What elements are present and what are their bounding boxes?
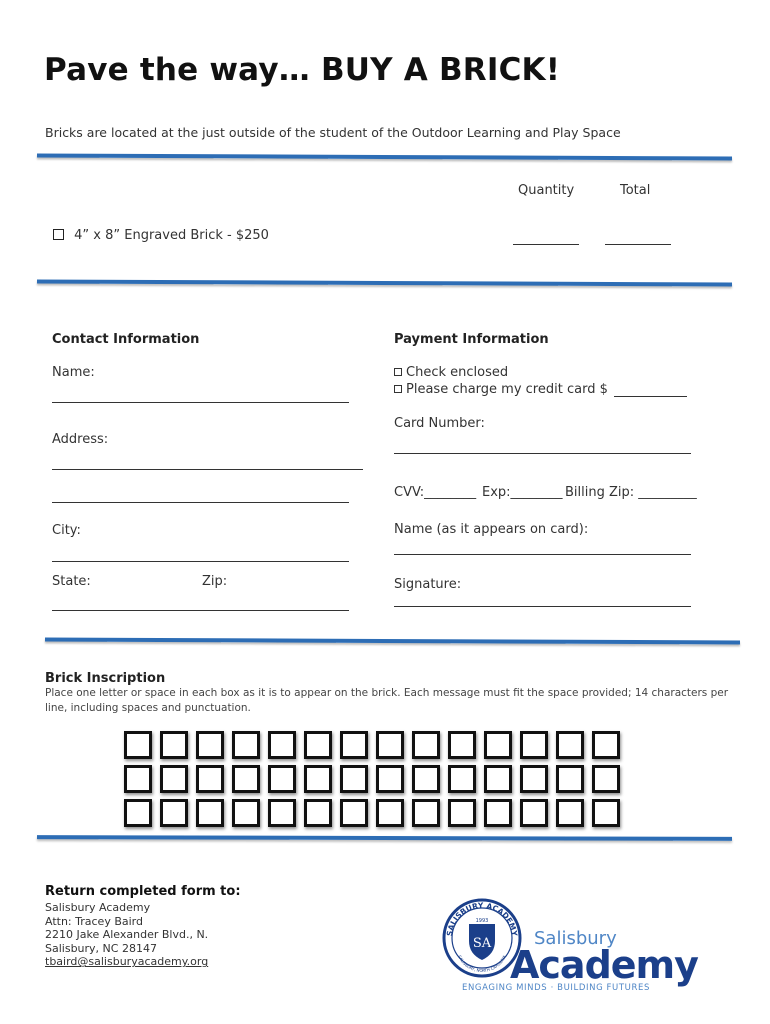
divider bbox=[45, 637, 740, 644]
charge-amount-field[interactable] bbox=[614, 396, 687, 397]
city-field[interactable] bbox=[52, 561, 349, 562]
charge-option bbox=[394, 382, 608, 397]
inscription-char-box[interactable] bbox=[376, 731, 404, 759]
inscription-char-box[interactable] bbox=[484, 731, 512, 759]
address-field-1[interactable] bbox=[52, 469, 363, 470]
page-subtitle: Bricks are located at the just outside of the student of the Outdoor Learning and Play Space bbox=[45, 125, 621, 140]
inscription-char-box[interactable] bbox=[376, 799, 404, 827]
check-enclosed-label: Check enclosed bbox=[406, 365, 509, 380]
inscription-char-box[interactable] bbox=[556, 799, 584, 827]
seal-text: SALISBURY ACADEMY bbox=[444, 900, 520, 937]
inscription-char-box[interactable] bbox=[160, 765, 188, 793]
inscription-char-box[interactable] bbox=[520, 765, 548, 793]
return-heading: Return completed form to: bbox=[45, 884, 241, 899]
name-on-card-label: Name (as it appears on card): bbox=[394, 522, 589, 537]
inscription-char-box[interactable] bbox=[232, 731, 260, 759]
inscription-char-box[interactable] bbox=[304, 765, 332, 793]
cvv-field[interactable]: CVV:________ bbox=[394, 485, 477, 500]
seal-year: 1993 bbox=[475, 918, 489, 924]
brick-item-row bbox=[53, 228, 269, 243]
brick-item-label: 4” x 8” Engraved Brick - $250 bbox=[74, 228, 269, 243]
state-label: State: bbox=[52, 574, 91, 589]
quantity-header: Quantity bbox=[518, 183, 575, 198]
inscription-char-box[interactable] bbox=[268, 731, 296, 759]
total-field[interactable] bbox=[605, 244, 671, 245]
inscription-char-box[interactable] bbox=[592, 799, 620, 827]
seal-icon bbox=[444, 900, 520, 976]
exp-field[interactable]: Exp:________ bbox=[482, 485, 563, 500]
wordmark-top: Salisbury bbox=[534, 928, 617, 949]
seal-bottom-text: SALISBURY, NORTH CAROLINA bbox=[457, 954, 507, 974]
address-label: Address: bbox=[52, 432, 109, 447]
inscription-char-box[interactable] bbox=[268, 799, 296, 827]
inscription-char-box[interactable] bbox=[520, 799, 548, 827]
inscription-char-box[interactable] bbox=[232, 765, 260, 793]
inscription-char-box[interactable] bbox=[340, 799, 368, 827]
salisbury-academy-logo bbox=[440, 896, 730, 992]
inscription-row bbox=[124, 765, 624, 793]
inscription-heading: Brick Inscription bbox=[45, 671, 166, 686]
inscription-char-box[interactable] bbox=[520, 731, 548, 759]
inscription-char-box[interactable] bbox=[304, 731, 332, 759]
page-title: Pave the way… BUY A BRICK! bbox=[44, 52, 561, 88]
return-attn: Attn: Tracey Baird bbox=[45, 914, 143, 928]
return-email-link[interactable]: tbaird@salisburyacademy.org bbox=[45, 955, 209, 969]
check-enclosed-checkbox[interactable] bbox=[394, 368, 402, 376]
contact-heading: Contact Information bbox=[52, 332, 200, 347]
inscription-char-box[interactable] bbox=[196, 799, 224, 827]
inscription-char-box[interactable] bbox=[376, 765, 404, 793]
return-street: 2210 Jake Alexander Blvd., N. bbox=[45, 928, 209, 942]
payment-heading: Payment Information bbox=[394, 332, 549, 347]
inscription-char-box[interactable] bbox=[484, 799, 512, 827]
card-number-label: Card Number: bbox=[394, 416, 485, 431]
inscription-char-box[interactable] bbox=[592, 731, 620, 759]
inscription-char-box[interactable] bbox=[124, 731, 152, 759]
inscription-char-box[interactable] bbox=[340, 731, 368, 759]
total-header: Total bbox=[620, 183, 651, 198]
inscription-char-box[interactable] bbox=[232, 799, 260, 827]
return-address bbox=[45, 901, 208, 969]
inscription-row bbox=[124, 731, 624, 759]
check-option bbox=[394, 365, 508, 380]
inscription-char-box[interactable] bbox=[304, 799, 332, 827]
inscription-char-box[interactable] bbox=[592, 765, 620, 793]
inscription-char-box[interactable] bbox=[196, 731, 224, 759]
name-on-card-field[interactable] bbox=[394, 554, 691, 555]
inscription-char-box[interactable] bbox=[340, 765, 368, 793]
inscription-char-box[interactable] bbox=[160, 731, 188, 759]
inscription-char-box[interactable] bbox=[556, 731, 584, 759]
wordmark-main: Academy bbox=[510, 943, 698, 987]
seal-initials: SA bbox=[472, 936, 492, 951]
brick-item-checkbox[interactable] bbox=[53, 229, 64, 240]
inscription-char-box[interactable] bbox=[412, 765, 440, 793]
inscription-char-box[interactable] bbox=[124, 799, 152, 827]
state-zip-field[interactable] bbox=[52, 610, 349, 611]
inscription-instructions: Place one letter or space in each box as it is to appear on the brick. Each message must fit the space provided; 14 characters per line, including spaces and punctuation. bbox=[45, 687, 729, 714]
name-field[interactable] bbox=[52, 402, 349, 403]
inscription-char-box[interactable] bbox=[448, 765, 476, 793]
inscription-char-box[interactable] bbox=[484, 765, 512, 793]
divider bbox=[37, 835, 732, 841]
return-org: Salisbury Academy bbox=[45, 901, 151, 914]
address-field-2[interactable] bbox=[52, 502, 349, 503]
inscription-char-box[interactable] bbox=[448, 731, 476, 759]
signature-field[interactable] bbox=[394, 606, 691, 607]
inscription-row bbox=[124, 799, 624, 827]
return-city: Salisbury, NC 28147 bbox=[45, 941, 157, 955]
zip-label: Zip: bbox=[202, 574, 228, 589]
billing-zip-field[interactable]: Billing Zip: _________ bbox=[565, 485, 697, 500]
logo-graphic bbox=[440, 896, 730, 992]
inscription-char-box[interactable] bbox=[448, 799, 476, 827]
name-label: Name: bbox=[52, 365, 95, 380]
charge-card-checkbox[interactable] bbox=[394, 385, 402, 393]
city-label: City: bbox=[52, 523, 81, 538]
quantity-field[interactable] bbox=[513, 244, 579, 245]
inscription-char-box[interactable] bbox=[412, 799, 440, 827]
tagline: ENGAGING MINDS · BUILDING FUTURES bbox=[462, 983, 650, 992]
inscription-char-box[interactable] bbox=[160, 799, 188, 827]
inscription-char-box[interactable] bbox=[556, 765, 584, 793]
inscription-char-box[interactable] bbox=[124, 765, 152, 793]
charge-card-label: Please charge my credit card $ bbox=[406, 382, 608, 397]
divider bbox=[37, 279, 732, 286]
inscription-grid bbox=[124, 731, 624, 833]
card-number-field[interactable] bbox=[394, 453, 691, 454]
inscription-char-box[interactable] bbox=[268, 765, 296, 793]
inscription-char-box[interactable] bbox=[196, 765, 224, 793]
signature-label: Signature: bbox=[394, 577, 462, 592]
inscription-char-box[interactable] bbox=[412, 731, 440, 759]
divider bbox=[37, 153, 732, 160]
